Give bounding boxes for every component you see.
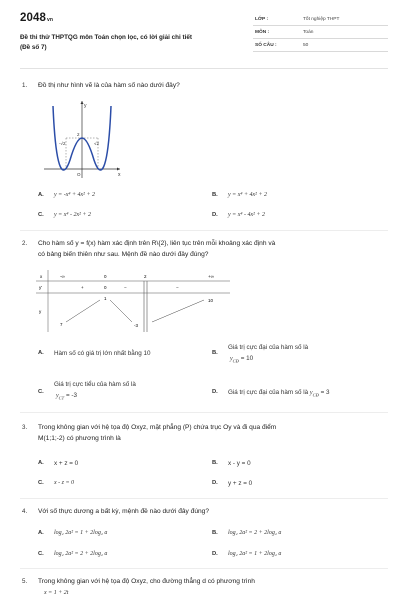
- q3-option-b-text[interactable]: x - y = 0: [228, 460, 251, 467]
- meta-subject-row: [253, 26, 388, 39]
- meta-subject-label: MÔN :: [255, 30, 270, 35]
- table-deriv-sign-1: +: [81, 285, 84, 290]
- question-4-text: Với số thực dương a bất kỳ, mệnh đề nào dưới đây đúng?: [38, 508, 210, 515]
- table-x-pos-inf: +∞: [208, 274, 214, 279]
- exam-meta: [253, 13, 388, 52]
- question-separator: [20, 230, 388, 231]
- meta-count-label: SỐ CÂU :: [255, 43, 277, 48]
- meta-subject-value: Toán: [303, 30, 314, 35]
- q1-option-d-letter[interactable]: D.: [212, 212, 218, 218]
- q2-option-c-letter[interactable]: C.: [38, 389, 44, 395]
- meta-class-label: LỚP :: [255, 17, 269, 22]
- site-logo[interactable]: [20, 12, 53, 24]
- question-3-text: [38, 422, 388, 444]
- q2-option-d-label: Giá trị cực đại của hàm số là: [228, 389, 309, 396]
- meta-count-row: [253, 39, 388, 52]
- table-arrow-down-2: [152, 300, 204, 322]
- x-axis-arrow-icon: [117, 168, 120, 171]
- q3-option-d-text[interactable]: y + z = 0: [228, 480, 253, 487]
- question-2-text-line1: Cho hàm số y = f(x) hàm xác định trên R\{2}, liên tục trên mỗi khoảng xác định và: [38, 240, 276, 247]
- q3-option-d-letter[interactable]: D.: [212, 480, 218, 486]
- exam-title: [20, 33, 252, 53]
- table-x-two: 2: [144, 274, 147, 279]
- table-y-label: y: [39, 309, 42, 314]
- question-2-text: [38, 238, 388, 260]
- q2-option-d-text[interactable]: [228, 387, 330, 400]
- q4-option-b-letter[interactable]: B.: [212, 530, 218, 536]
- graph-pos-root-label: √2: [94, 141, 99, 146]
- graph-y-value-label: 2: [77, 132, 80, 137]
- question-1-number: 1.: [22, 82, 28, 89]
- question-separator: [20, 568, 388, 569]
- q3-option-a-letter[interactable]: A.: [38, 460, 44, 466]
- q2-option-c-text[interactable]: [54, 379, 136, 403]
- q4-option-d-letter[interactable]: D.: [212, 551, 218, 557]
- q2-c-tail: = -3: [65, 392, 77, 399]
- q2-d-var: y: [309, 390, 313, 396]
- q2-b-tail: = 10: [240, 355, 254, 362]
- table-arrow-down-1: [110, 300, 132, 322]
- q2-d-sub: CĐ: [312, 392, 319, 398]
- q2-c-sub: CT: [58, 395, 65, 401]
- q2-option-b-letter[interactable]: B.: [212, 350, 218, 356]
- table-y-value-4: 10: [208, 298, 214, 303]
- q3-option-c-text[interactable]: x - z = 0: [54, 480, 75, 486]
- q2-c-var: y: [56, 393, 59, 399]
- graph-x-label: x: [118, 172, 121, 178]
- question-5-text: Trong không gian với hệ tọa độ Oxyz, cho đường thẳng d có phương trình: [38, 578, 255, 585]
- q2-option-b-label: Giá trị cực đại của hàm số là: [228, 344, 309, 351]
- q1-option-c-letter[interactable]: C.: [38, 212, 44, 218]
- q2-option-a-text[interactable]: Hàm số có giá trị lớn nhất bằng 10: [54, 350, 151, 357]
- document-header: [20, 12, 388, 74]
- question-separator: [20, 412, 388, 413]
- q4-option-a-letter[interactable]: A.: [38, 530, 44, 536]
- question-1-graph: [40, 98, 124, 182]
- meta-class-value: Tốt nghiệp THPT: [303, 17, 340, 22]
- q1-option-b-text[interactable]: y = x⁴ + 4x² + 2: [228, 192, 268, 198]
- q4-option-b-text[interactable]: log₂ 2a² = 2 + 2log₂ a: [228, 530, 282, 536]
- question-5-number: 5.: [22, 578, 28, 585]
- q1-option-b-letter[interactable]: B.: [212, 192, 218, 198]
- q1-option-d-text[interactable]: y = x⁴ - 4x² + 2: [228, 212, 265, 218]
- table-arrow-up: [66, 300, 100, 322]
- q2-option-c-formula: [56, 390, 136, 403]
- graph-neg-root-label: -√2: [59, 141, 66, 146]
- q2-b-var: y: [230, 356, 233, 362]
- question-2-number: 2.: [22, 240, 28, 247]
- q2-option-b-formula: [230, 353, 308, 366]
- q4-option-c-letter[interactable]: C.: [38, 551, 44, 557]
- q2-option-c-label: Giá trị cực tiểu của hàm số là: [54, 381, 136, 388]
- q1-option-c-text[interactable]: y = x⁴ - 2x² + 2: [54, 212, 91, 218]
- q3-option-b-letter[interactable]: B.: [212, 460, 218, 466]
- q2-d-tail: = 3: [320, 389, 330, 396]
- q1-option-a-letter[interactable]: A.: [38, 192, 44, 198]
- variation-table: [36, 270, 230, 332]
- logo-suffix: vn: [46, 17, 54, 23]
- table-deriv-zero: 0: [104, 285, 107, 290]
- question-1-text: Đồ thị như hình vẽ là của hàm số nào dưới đây?: [38, 82, 180, 89]
- table-x-zero: 0: [104, 274, 107, 279]
- graph-origin-label: O: [77, 172, 81, 177]
- question-2-text-line2: có bảng biến thiên như sau. Mệnh đề nào dưới đây đúng?: [38, 251, 209, 258]
- q4-option-a-text[interactable]: log₂ 2a² = 1 + 2log₂ a: [54, 530, 108, 536]
- question-3-number: 3.: [22, 424, 28, 431]
- table-x-neg-inf: -∞: [60, 274, 65, 279]
- meta-class-row: [253, 13, 388, 26]
- table-y-value-2: 1: [104, 296, 107, 301]
- q3-option-c-letter[interactable]: C.: [38, 480, 44, 486]
- q2-option-b-text[interactable]: [228, 342, 308, 366]
- q2-b-sub: CĐ: [232, 358, 239, 364]
- q4-option-c-text[interactable]: log₂ 2a² = 2 + 2log₂ a: [54, 551, 108, 557]
- q1-option-a-text[interactable]: y = -x⁴ + 4x² + 2: [54, 192, 96, 198]
- q2-option-a-letter[interactable]: A.: [38, 350, 44, 356]
- q4-option-d-text[interactable]: log₂ 2a² = 1 + 2log₂ a: [228, 551, 282, 557]
- table-deriv-sign-3: −: [176, 285, 179, 290]
- graph-y-label: y: [84, 103, 87, 109]
- table-deriv-label: y': [39, 285, 43, 290]
- q2-option-d-letter[interactable]: D.: [212, 389, 218, 395]
- table-y-value-1: 7: [60, 322, 63, 327]
- exam-title-line1: Đề thi thử THPTQG môn Toán chọn lọc, có lời giải chi tiết: [20, 34, 192, 41]
- table-x-label: x: [40, 274, 43, 279]
- logo-text: 2048: [20, 12, 46, 24]
- table-y-value-3: -3: [134, 323, 139, 328]
- meta-count-value: 50: [303, 43, 309, 48]
- question-separator: [20, 498, 388, 499]
- q3-option-a-text[interactable]: x + z = 0: [54, 460, 79, 467]
- question-4-number: 4.: [22, 508, 28, 515]
- table-deriv-sign-2: −: [124, 285, 127, 290]
- question-3-text-line1: Trong không gian với hệ tọa độ Oxyz, mặt phẳng (P) chứa trục Oy và đi qua điểm: [38, 424, 277, 431]
- exam-title-line2: (Đề số 7): [20, 44, 47, 51]
- question-3-text-line2: M(1;1;-2) có phương trình là: [38, 435, 121, 442]
- question-5-equation: x = 1 + 2t: [44, 590, 69, 596]
- header-divider: [20, 68, 388, 69]
